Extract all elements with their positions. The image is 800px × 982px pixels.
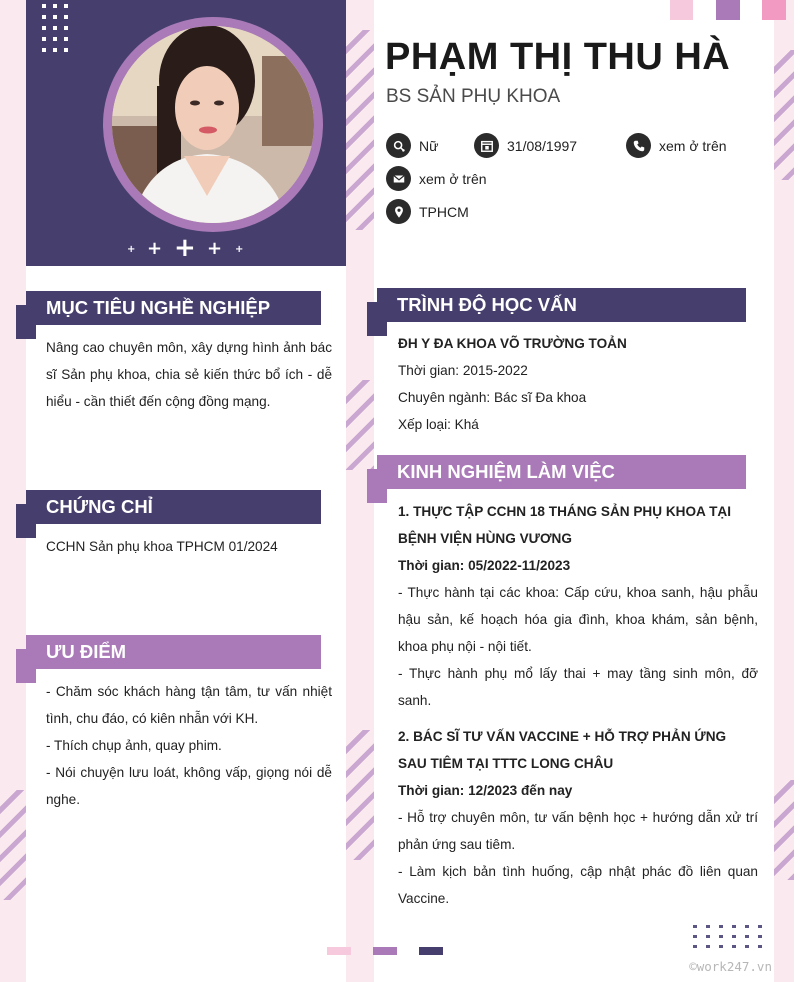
job-title-2: 2. BÁC SĨ TƯ VẤN VACCINE + HỖ TRỢ PHẢN ỨNG SAU TIÊM TẠI TTTC LONG CHÂU bbox=[398, 729, 727, 771]
gender-value: Nữ bbox=[419, 137, 439, 154]
avatar bbox=[112, 26, 314, 223]
purple-bar-decoration bbox=[373, 947, 397, 955]
job-detail: - Thực hành phụ mổ lấy thai + may tầng sinh môn, đỡ sanh. bbox=[398, 666, 758, 708]
plus-decoration: + bbox=[127, 244, 136, 255]
job-time-1: Thời gian: 05/2022-11/2023 bbox=[398, 558, 571, 573]
education-heading: TRÌNH ĐỘ HỌC VẤN bbox=[377, 288, 746, 322]
list-item: - Thích chụp ảnh, quay phim. bbox=[46, 738, 222, 753]
pink-square bbox=[762, 0, 786, 20]
location-value: TPHCM bbox=[419, 203, 469, 220]
plus-decoration: + bbox=[147, 238, 163, 259]
education-time: Thời gian: 2015-2022 bbox=[398, 363, 528, 378]
envelope-icon bbox=[386, 166, 411, 191]
phone-value: xem ở trên bbox=[659, 137, 727, 154]
watermark: ©work247.vn bbox=[689, 959, 772, 974]
location-info bbox=[386, 199, 469, 224]
photo-panel bbox=[26, 0, 346, 266]
stripes-decoration bbox=[774, 50, 794, 180]
pink-bar-decoration bbox=[327, 947, 351, 955]
birthdate-info bbox=[474, 133, 577, 158]
list-item: - Nói chuyện lưu loát, không vấp, giọng nói dễ nghe. bbox=[46, 765, 332, 807]
dots-decoration bbox=[693, 925, 762, 948]
strengths-list bbox=[46, 678, 332, 813]
phone-icon bbox=[626, 133, 651, 158]
stripes-decoration bbox=[774, 780, 794, 880]
birthdate-value: 31/08/1997 bbox=[507, 137, 578, 154]
job-detail: - Làm kịch bản tình huống, cập nhật phác đồ liên quan Vaccine. bbox=[398, 864, 758, 906]
gender-icon bbox=[386, 133, 411, 158]
dark-bar-decoration bbox=[419, 947, 443, 955]
experience-heading: KINH NGHIỆM LÀM VIỆC bbox=[377, 455, 746, 489]
stripes-decoration bbox=[0, 790, 26, 900]
education-details bbox=[398, 330, 758, 438]
job-time-2: Thời gian: 12/2023 đến nay bbox=[398, 783, 573, 798]
plus-decoration: + bbox=[207, 238, 223, 259]
certificates-text: CCHN Sản phụ khoa TPHCM 01/2024 bbox=[46, 539, 278, 554]
purple-square bbox=[716, 0, 740, 20]
school-name: ĐH Y ĐA KHOA VÕ TRƯỜNG TOẢN bbox=[398, 336, 627, 351]
pink-square bbox=[670, 0, 693, 20]
plus-decoration: + bbox=[174, 233, 196, 263]
certificates-heading: CHỨNG CHỈ bbox=[26, 490, 321, 524]
job-detail: - Thực hành tại các khoa: Cấp cứu, khoa sanh, hậu phẫu hậu sản, kế hoạch hóa gia đình, khoa khám, sản bệnh, khoa phụ nội - nội tiết. bbox=[398, 585, 758, 654]
stripes-decoration bbox=[346, 380, 374, 470]
experience-details bbox=[398, 498, 758, 912]
candidate-name: PHẠM THỊ THU HÀ bbox=[385, 36, 731, 78]
email-info bbox=[386, 166, 487, 191]
objective-heading: MỤC TIÊU NGHỀ NGHIỆP bbox=[26, 291, 321, 325]
strengths-heading: ƯU ĐIỂM bbox=[26, 635, 321, 669]
phone-info bbox=[626, 133, 727, 158]
list-item: - Chăm sóc khách hàng tận tâm, tư vấn nhiệt tình, chu đáo, có kiên nhẫn với KH. bbox=[46, 684, 332, 726]
plus-decoration: + bbox=[235, 244, 244, 255]
location-pin-icon bbox=[386, 199, 411, 224]
education-grade: Xếp loại: Khá bbox=[398, 417, 479, 432]
calendar-icon bbox=[474, 133, 499, 158]
objective-text: Nâng cao chuyên môn, xây dựng hình ảnh bác sĩ Sản phụ khoa, chia sẻ kiến thức bổ ích - dễ hiểu - cần thiết đến cộng đồng mạng. bbox=[46, 340, 332, 409]
email-value: xem ở trên bbox=[419, 170, 487, 187]
dots-decoration bbox=[42, 4, 68, 52]
gender-info bbox=[386, 133, 438, 158]
job-detail: - Hỗ trợ chuyên môn, tư vấn bệnh học + hướng dẫn xử trí phản ứng sau tiêm. bbox=[398, 810, 758, 852]
education-major: Chuyên ngành: Bác sĩ Đa khoa bbox=[398, 390, 587, 405]
stripes-decoration bbox=[346, 30, 374, 230]
job-title-1: 1. THỰC TẬP CCHN 18 THÁNG SẢN PHỤ KHOA TẠI BỆNH VIỆN HÙNG VƯƠNG bbox=[398, 504, 732, 546]
stripes-decoration bbox=[346, 730, 374, 860]
job-title: BS SẢN PHỤ KHOA bbox=[386, 86, 561, 107]
